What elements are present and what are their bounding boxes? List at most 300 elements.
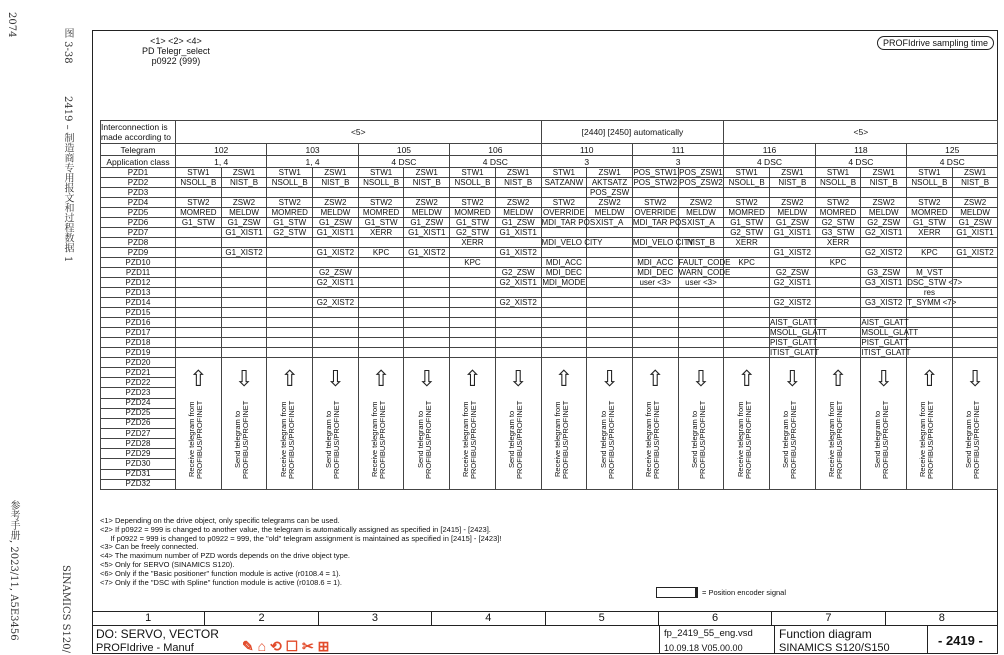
pzd-cell: ZSW2: [587, 198, 633, 208]
pzd-cell: [907, 238, 953, 248]
pzd-cell: [632, 228, 678, 238]
pzd-cell: G1_ZSW: [770, 218, 816, 228]
pzd-cell: ZSW1: [495, 168, 541, 178]
pzd-label: PZD30: [101, 459, 176, 469]
telegram-number: 116: [724, 144, 815, 156]
pzd-cell: [404, 318, 450, 328]
pzd-cell: PIST_GLATT: [861, 337, 909, 347]
pzd-row: [101, 178, 998, 188]
pzd-cell: [358, 338, 404, 348]
arrow-down-icon: ⇩: [874, 366, 893, 391]
pzd-cell: ITIST_GLATT: [861, 347, 911, 357]
pzd-cell: [770, 258, 816, 268]
pzd-cell: STW1: [907, 168, 953, 178]
pzd-cell: G1_XIST1: [952, 228, 998, 238]
arrow-down-icon: ⇩: [965, 366, 985, 391]
send-column: [313, 358, 359, 490]
pzd-cell: NIST_B: [861, 178, 907, 188]
pzd-cell: MELDW: [587, 208, 633, 218]
pzd-label: PZD25: [101, 408, 176, 418]
pzd-cell: [267, 268, 313, 278]
pzd-cell: [861, 308, 907, 318]
telegram-number: 105: [358, 144, 449, 156]
pzd-cell: user <3>: [678, 278, 724, 288]
pzd-cell: G1_XIST2: [495, 248, 541, 258]
arrow-down-icon: ⇩: [783, 366, 802, 391]
pzd-row: [101, 268, 998, 278]
pzd-cell: ZSW2: [221, 198, 267, 208]
pzd-cell: G1_ZSW: [221, 218, 267, 228]
pzd-cell: [770, 308, 816, 318]
pzd-cell: [770, 288, 816, 298]
pzd-cell: G1_XIST1: [221, 228, 267, 238]
application-class: 4 DSC: [907, 156, 998, 168]
pzd-cell: STW2: [907, 198, 953, 208]
pzd-cell: [861, 288, 907, 298]
pzd-cell: [176, 298, 222, 308]
pzd-cell: [358, 348, 404, 358]
pzd-cell: [267, 318, 313, 328]
pzd-cell: G2_XIST2: [770, 298, 816, 308]
pzd-cell: MELDW: [861, 208, 907, 218]
pzd-row: [101, 188, 998, 198]
application-class: 4 DSC: [358, 156, 449, 168]
pzd-cell: [587, 338, 633, 348]
pzd-cell: STW2: [541, 198, 587, 208]
receive-label: Receive telegram from PROFIBUS/PROFINET: [735, 400, 753, 479]
pzd-label: PZD7: [101, 228, 176, 238]
arrow-up-icon: ⇧: [737, 366, 756, 391]
receive-column: [358, 358, 404, 490]
drive-object: DO: SERVO, VECTOR: [96, 627, 219, 641]
pzd-cell: [632, 328, 678, 338]
pzd-cell: G2_ZSW: [770, 268, 816, 278]
pzd-cell: [587, 308, 633, 318]
pzd-cell: [815, 318, 861, 328]
diagram-page: - 2419 -: [938, 633, 983, 648]
pzd-cell: [678, 308, 724, 318]
send-column: [770, 358, 816, 490]
pzd-cell: MELDW: [313, 208, 359, 218]
pzd-cell: [724, 338, 770, 348]
interconnection-note: [2440] [2450] automatically: [541, 121, 724, 144]
pzd-label: PZD4: [101, 198, 176, 208]
send-column: [404, 358, 450, 490]
telegram-select-info: [142, 36, 210, 66]
column-number: 3: [318, 612, 431, 625]
pzd-cell: [632, 308, 678, 318]
pzd-cell: MDI_TAR POS: [632, 217, 687, 227]
arrow-up-icon: ⇧: [920, 366, 939, 391]
select-label: PD Telegr_select: [142, 46, 210, 56]
column-number: 1: [145, 612, 152, 624]
receive-column: [541, 358, 587, 490]
pzd-cell: [358, 308, 404, 318]
pzd-row: [101, 358, 998, 368]
pzd-cell: [221, 288, 267, 298]
application-class: 4 DSC: [450, 156, 541, 168]
pzd-cell: [176, 228, 222, 238]
pzd-cell: [632, 338, 678, 348]
pzd-cell: [907, 258, 953, 268]
send-label: Send telegram to PROFIBUS/PROFINET: [598, 400, 616, 479]
pzd-cell: WARN_CODE: [678, 267, 731, 277]
pzd-cell: G1_XIST2: [952, 248, 998, 258]
pzd-cell: G1_XIST1: [495, 228, 541, 238]
pzd-cell: G1_STW: [907, 218, 953, 228]
pzd-row: [101, 328, 998, 338]
pzd-cell: NSOLL_B: [450, 178, 496, 188]
footnotes: [100, 517, 501, 587]
pzd-cell: [541, 348, 587, 358]
pzd-cell: [176, 338, 222, 348]
pzd-cell: SATZANW: [541, 178, 587, 188]
telegram-number: 110: [541, 144, 632, 156]
pzd-cell: POS_ZSW2: [679, 177, 723, 187]
column-number: 8: [885, 612, 998, 625]
pzd-cell: MOMRED: [176, 208, 222, 218]
pzd-cell: G2_XIST1: [495, 278, 541, 288]
pzd-cell: [450, 328, 496, 338]
pzd-cell: STW1: [358, 168, 404, 178]
send-label: Send telegram to PROFIBUS/PROFINET: [415, 400, 433, 479]
pzd-cell: [587, 278, 633, 288]
pzd-cell: ZSW1: [861, 168, 907, 178]
note: <3> Can be freely connected.: [100, 542, 199, 552]
pzd-label: PZD20: [101, 358, 176, 368]
pzd-cell: [495, 258, 541, 268]
pzd-label: PZD13: [101, 288, 176, 298]
pzd-label: PZD9: [101, 248, 176, 258]
send-label: Send telegram to PROFIBUS/PROFINET: [233, 400, 251, 479]
pzd-cell: [541, 328, 587, 338]
file-name: fp_2419_55_eng.vsd: [664, 628, 753, 639]
pzd-cell: G1_STW: [450, 218, 496, 228]
receive-label: Receive telegram from PROFIBUS/PROFINET: [278, 400, 296, 479]
pzd-cell: [358, 238, 404, 248]
pzd-cell: G3_ZSW: [861, 268, 907, 278]
pzd-cell: STW2: [358, 198, 404, 208]
version-date: 10.09.18 V05.00.00: [664, 643, 743, 653]
pzd-cell: ZSW1: [221, 168, 267, 178]
note: <1> Depending on the drive object, only specific telegrams can be used.: [100, 516, 340, 525]
product-reference: SINAMICS S120/: [60, 565, 71, 653]
arrow-down-icon: ⇩: [326, 366, 345, 391]
pzd-cell: [541, 298, 587, 308]
pzd-cell: [404, 298, 450, 308]
pzd-cell: ZSW1: [404, 168, 450, 178]
pzd-cell: POS_STW1: [633, 167, 678, 177]
pzd-cell: [541, 228, 587, 238]
pzd-row: [101, 228, 998, 238]
pzd-cell: [861, 258, 907, 268]
pzd-cell: [952, 238, 998, 248]
pzd-cell: G1_XIST2: [313, 248, 359, 258]
pzd-cell: STW2: [815, 198, 861, 208]
pzd-cell: [176, 318, 222, 328]
pzd-cell: [176, 258, 222, 268]
pzd-cell: [632, 248, 678, 258]
send-label: Send telegram to PROFIBUS/PROFINET: [872, 400, 890, 479]
pzd-cell: [450, 348, 496, 358]
pzd-cell: [404, 328, 450, 338]
pzd-cell: [541, 338, 587, 348]
pzd-cell: [678, 228, 724, 238]
pzd-cell: [952, 258, 998, 268]
sampling-time-badge: PROFIdrive sampling time: [877, 36, 994, 50]
pzd-cell: [221, 308, 267, 318]
send-column: [587, 358, 633, 490]
pzd-cell: [313, 258, 359, 268]
pzd-label: PZD10: [101, 258, 176, 268]
arrow-down-icon: ⇩: [600, 366, 619, 391]
pzd-cell: MDI_MODE: [542, 277, 586, 287]
profidrive-label: PROFIdrive - Manuf: [96, 642, 194, 654]
pzd-label: PZD24: [101, 398, 176, 408]
pzd-cell: [267, 348, 313, 358]
pzd-label: PZD21: [101, 368, 176, 378]
pzd-cell: [587, 298, 633, 308]
pzd-cell: G2_XIST1: [313, 278, 359, 288]
pzd-label: PZD8: [101, 238, 176, 248]
pzd-cell: [724, 308, 770, 318]
pzd-cell: [313, 338, 359, 348]
pzd-cell: [358, 268, 404, 278]
pzd-cell: STW2: [724, 198, 770, 208]
pzd-cell: [313, 238, 359, 248]
pzd-cell: [587, 288, 633, 298]
pzd-cell: [404, 188, 450, 198]
pzd-label: PZD5: [101, 208, 176, 218]
pzd-cell: T_SYMM <7>: [907, 297, 957, 307]
pzd-cell: [632, 298, 678, 308]
pzd-cell: MDI_DEC: [632, 268, 678, 278]
pzd-row: [101, 238, 998, 248]
pzd-cell: MOMRED: [450, 208, 496, 218]
arrow-up-icon: ⇧: [280, 366, 299, 391]
pzd-cell: res: [907, 288, 953, 298]
pzd-cell: [678, 248, 724, 258]
pzd-cell: AIST_GLATT: [861, 317, 909, 327]
pzd-cell: [907, 308, 953, 318]
pzd-cell: XERR: [450, 238, 496, 248]
pzd-cell: MOMRED: [815, 208, 861, 218]
pzd-cell: G1_STW: [267, 218, 313, 228]
pzd-cell: [907, 348, 953, 358]
pzd-cell: [724, 348, 770, 358]
pzd-cell: [404, 338, 450, 348]
pzd-label: PZD31: [101, 469, 176, 479]
pzd-cell: XERR: [724, 238, 770, 248]
pzd-label: PZD29: [101, 449, 176, 459]
pzd-cell: NSOLL_B: [724, 178, 770, 188]
pzd-cell: ZSW1: [587, 168, 633, 178]
pzd-cell: ZSW2: [770, 198, 816, 208]
pzd-cell: [815, 278, 861, 288]
receive-label: Receive telegram from PROFIBUS/PROFINET: [461, 400, 479, 479]
pzd-cell: ZSW1: [770, 168, 816, 178]
telegram-number: 106: [450, 144, 541, 156]
arrow-up-icon: ⇧: [828, 366, 848, 391]
pzd-cell: G1_XIST1: [770, 228, 816, 238]
pzd-cell: STW2: [450, 198, 496, 208]
pzd-row: [101, 198, 998, 208]
pzd-cell: [587, 328, 633, 338]
pzd-cell: STW1: [176, 168, 222, 178]
pzd-cell: [313, 318, 359, 328]
pzd-cell: [450, 308, 496, 318]
pzd-cell: [358, 258, 404, 268]
pzd-cell: [907, 318, 953, 328]
pzd-row: [101, 318, 998, 328]
receive-label: Receive telegram from PROFIBUS/PROFINET: [827, 400, 845, 479]
pzd-cell: [587, 228, 633, 238]
pzd-cell: KPC: [724, 258, 770, 268]
note: <7> Only if the "DSC with Spline" function module is active (r0108.6 = 1).: [100, 577, 342, 587]
pzd-cell: G2_ZSW: [313, 268, 359, 278]
pzd-label: PZD15: [101, 308, 176, 318]
pzd-cell: NIST_B: [678, 238, 724, 248]
pzd-cell: MDI_ACC: [632, 258, 678, 268]
pzd-cell: KPC: [815, 258, 861, 268]
pzd-cell: NIST_B: [404, 178, 450, 188]
send-label: Send telegram to PROFIBUS/PROFINET: [964, 400, 982, 479]
pzd-cell: OVERRIDE: [542, 207, 585, 217]
pzd-cell: [815, 268, 861, 278]
pzd-cell: [678, 328, 724, 338]
pzd-cell: [176, 188, 222, 198]
pzd-cell: [952, 308, 998, 318]
column-number: 6: [658, 612, 771, 625]
pzd-cell: MDI_ACC: [541, 258, 587, 268]
pzd-cell: G1_XIST2: [404, 248, 450, 258]
pzd-cell: MSOLL_GLATT: [770, 327, 827, 337]
pzd-cell: DSC_STW <7>: [907, 277, 963, 287]
pzd-cell: [724, 298, 770, 308]
pzd-cell: MDI_VELO CITY: [541, 237, 603, 247]
pzd-cell: [495, 188, 541, 198]
application-class: 4 DSC: [815, 156, 906, 168]
pzd-cell: [450, 188, 496, 198]
pzd-cell: [267, 288, 313, 298]
pzd-cell: [632, 188, 678, 198]
pzd-cell: POS_ZSW: [587, 188, 633, 198]
pzd-cell: MELDW: [770, 208, 816, 218]
pzd-cell: [267, 258, 313, 268]
pzd-cell: MOMRED: [267, 208, 313, 218]
pzd-cell: NIST_B: [952, 178, 998, 188]
pzd-cell: NSOLL_B: [358, 178, 404, 188]
pzd-cell: [724, 288, 770, 298]
watermark-icon: ✎ ⌂ ⟲ ☐ ✂ ⊞: [242, 638, 330, 654]
column-number: 5: [545, 612, 658, 625]
pzd-cell: [678, 288, 724, 298]
pzd-cell: STW1: [724, 168, 770, 178]
receive-column: [724, 358, 770, 490]
pzd-label: PZD12: [101, 278, 176, 288]
receive-column: [907, 358, 953, 490]
pzd-cell: [587, 258, 633, 268]
receive-label: Receive telegram from PROFIBUS/PROFINET: [552, 400, 570, 479]
send-column: [221, 358, 267, 490]
arrow-up-icon: ⇧: [554, 366, 574, 391]
pzd-cell: MDI_VELO CITY: [632, 237, 694, 247]
pzd-cell: [632, 288, 678, 298]
pzd-cell: [495, 318, 541, 328]
column-number: 7: [771, 612, 884, 625]
pzd-cell: [404, 278, 450, 288]
notes-ref: <1> <2> <4>: [150, 36, 202, 46]
pzd-label: PZD27: [101, 428, 176, 438]
pzd-label: PZD23: [101, 388, 176, 398]
pzd-cell: ITIST_GLATT: [770, 347, 820, 357]
receive-label: Receive telegram from PROFIBUS/PROFINET: [370, 400, 388, 479]
pzd-cell: G3_STW: [815, 228, 861, 238]
arrow-up-icon: ⇧: [646, 366, 665, 391]
pzd-label: PZD18: [101, 338, 176, 348]
pzd-cell: [450, 268, 496, 278]
pzd-cell: [404, 238, 450, 248]
pzd-cell: STW2: [267, 198, 313, 208]
pzd-cell: [450, 298, 496, 308]
figure-title: 2419 – 制造商专用报文和过程数据 1: [62, 96, 73, 263]
note: <5> Only for SERVO (SINAMICS S120).: [100, 559, 235, 569]
send-column: [495, 358, 541, 490]
pzd-cell: [952, 338, 998, 348]
pzd-cell: [267, 338, 313, 348]
telegram-number: 118: [815, 144, 906, 156]
pzd-cell: [221, 338, 267, 348]
pzd-cell: G1_STW: [724, 218, 770, 228]
pzd-cell: [221, 238, 267, 248]
pzd-label: PZD1: [101, 168, 176, 178]
pzd-cell: [952, 348, 998, 358]
receive-column: [267, 358, 313, 490]
note: <2> If p0922 = 999 is changed to another value, the telegram is automatically assigned as specified in [2415] - [2423].: [100, 524, 491, 534]
pzd-cell: G2_XIST2: [313, 298, 359, 308]
note: <6> Only if the "Basic positioner" function module is active (r0108.4 = 1).: [100, 568, 341, 578]
pzd-cell: NSOLL_B: [176, 178, 222, 188]
pzd-cell: [358, 298, 404, 308]
pzd-cell: ZSW2: [313, 198, 359, 208]
pzd-row: [101, 338, 998, 348]
pzd-cell: user <3>: [632, 278, 678, 288]
pzd-cell: [176, 278, 222, 288]
arrow-down-icon: ⇩: [508, 366, 528, 391]
send-column: [678, 358, 724, 490]
telegram-number: 125: [907, 144, 998, 156]
pzd-cell: NIST_B: [495, 178, 541, 188]
pzd-cell: [358, 318, 404, 328]
pzd-cell: NIST_B: [221, 178, 267, 188]
receive-column: [815, 358, 861, 490]
pzd-label: PZD17: [101, 328, 176, 338]
pzd-row: [101, 308, 998, 318]
pzd-cell: MOMRED: [907, 208, 953, 218]
arrow-down-icon: ⇩: [691, 366, 711, 391]
arrow-up-icon: ⇧: [463, 366, 482, 391]
pzd-cell: MELDW: [404, 208, 450, 218]
application-class: 3: [541, 156, 632, 168]
pzd-cell: MELDW: [495, 208, 541, 218]
pzd-cell: [678, 338, 724, 348]
pzd-cell: [358, 278, 404, 288]
column-number: 2: [204, 612, 317, 625]
pzd-cell: [541, 308, 587, 318]
pzd-cell: [176, 238, 222, 248]
pzd-cell: AIST_GLATT: [770, 317, 818, 327]
pzd-cell: G1_ZSW: [495, 218, 541, 228]
